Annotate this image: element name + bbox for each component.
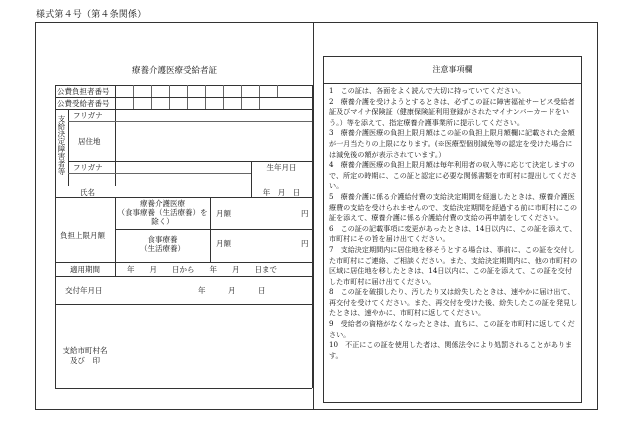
form-number-label: 様式第４号（第４条関係） (36, 10, 147, 20)
yen-label-meal: 円 (301, 239, 309, 248)
period-value: 年 月 日から 年 月 日まで (127, 265, 277, 274)
notice-item: 5 療養介護に係る介護給付費の支給決定期間を経過したときは、療養介護医療費の支給を受けられませんので、支給決定期間を経過する前に市町村にこの証を添えて、療養介護に係る介護給付費の支給の再申請をしてください。 (329, 191, 578, 223)
monthly-limit-label: 負担上限月額 (60, 231, 105, 240)
notice-item: 2 療養介護を受けようとするときは、必ずこの証に障害福祉サービス受給者証及びマイナ保険証（健康保険証利用登録がされたマイナンバーカードをいう。）等を添えて、指定療養介護事業所に提示してください。 (329, 96, 575, 127)
notice-item: 8 この証を破損したり、汚したり又は紛失したときは、速やかに届け出て、再交付を受けてください。また、再交付を受けた後、紛失したこの証を発見したときは、速やかに、市町村に返してください。 (329, 287, 578, 318)
issue-date-value: 年 月 日 (198, 286, 266, 295)
notice-box (323, 56, 582, 403)
period-label: 適用期間 (70, 265, 100, 274)
notice-item: 4 療養介護医療の負担上限月額は毎年利用者の収入等に応じて決定しますので、所定の時期に、この証と認定に必要な関係書類を市町村に提出してください。 (329, 160, 578, 191)
meal-label-line2: （生活療養） (140, 244, 185, 253)
card-title: 療養介護医療受給者証 (131, 66, 217, 76)
fold-divider (313, 23, 314, 409)
address-label: 居住地 (78, 137, 101, 146)
medical-label-line2: （食事療養（生活療養）を (117, 208, 208, 217)
target-person-vertical-label: 支給決定障害者等 (57, 115, 66, 175)
notice-item: 3 療養介護医療の負担上限月額はこの証の負担上限月額欄に記載された金額が一月当たりの上限になります。(※医療型個別減免等の認定を受けた場合には減免後の額が表示されています。） (329, 128, 575, 159)
notice-item: 1 この証は、各面をよく読んで大切に持っていてください。 (329, 86, 526, 95)
issue-date-label: 交付年月日 (65, 286, 103, 295)
notice-item: 7 支給決定期間内に居住地を移そうとする場合は、事前に、この証を交付した市町村にご連絡、ご相談ください。また、支給決定期間内に、他の市町村の区域に居住地を移したときは、14日以内に、この証を添えて、この証を交付した市町村に届け出てください。 (329, 244, 578, 286)
yen-label-medical: 円 (301, 209, 309, 218)
birthdate-label: 生年月日 (266, 163, 297, 172)
notice-list (329, 86, 579, 361)
municipality-label-line2: 及び 印 (70, 356, 100, 365)
recipient-info-table (55, 85, 312, 388)
furigana-label-name: フリガナ (73, 163, 103, 172)
notice-item: 10 不正にこの証を使用した者は、関係法令により処罰されることがあります。 (329, 340, 573, 360)
payer-number-label: 公費負担者番号 (57, 87, 110, 96)
recipient-number-label: 公費受給者番号 (57, 99, 110, 108)
notice-title: 注意事項欄 (324, 57, 581, 84)
furigana-label-address: フリガナ (73, 111, 103, 120)
medical-label-line3: 除く） (151, 217, 174, 226)
birthdate-value: 年 月 日 (262, 188, 301, 197)
notice-item: 6 この証の記載事項に変更があったときは、14日以内に、この証を添えて、市町村にその旨を届け出てください。 (329, 223, 577, 244)
name-label: 氏名 (80, 188, 95, 197)
monthly-amount-label-meal: 月額 (216, 239, 231, 248)
medical-label-line1: 療養介護医療 (140, 199, 185, 208)
monthly-amount-label-medical: 月額 (216, 209, 231, 218)
notice-item: 9 受給者の資格がなくなったときは、直ちに、この証を市町村に返してください。 (329, 319, 575, 339)
meal-label-line1: 食事療養 (147, 235, 178, 244)
municipality-label-line1: 支給市町村名 (62, 346, 108, 355)
